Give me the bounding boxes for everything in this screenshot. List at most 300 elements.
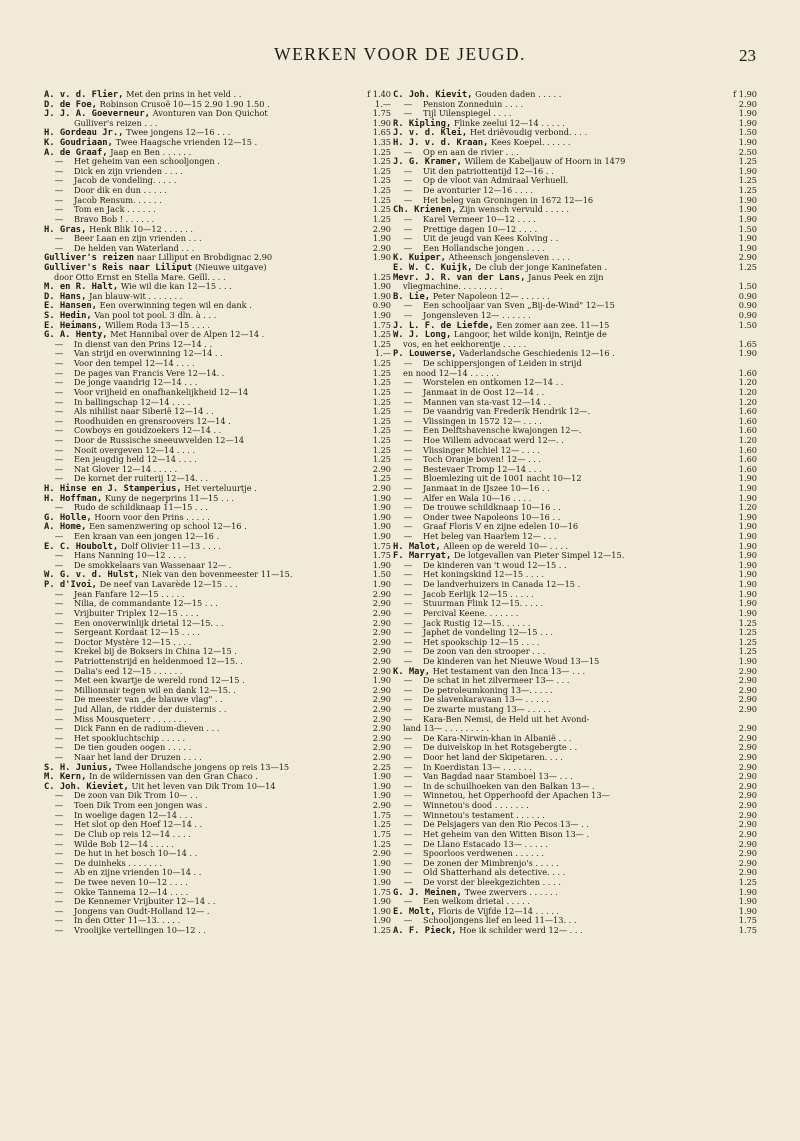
entry-price: 2.90 xyxy=(738,742,757,753)
entry-title: Het geheim van den Witten Bison 13— . xyxy=(423,828,590,839)
entry-price: 1.90 xyxy=(738,588,757,599)
entry-price: 2.90 xyxy=(738,867,757,878)
entry-price: 1.20 xyxy=(738,386,757,397)
entry-price: 2.90 xyxy=(738,857,757,868)
entry-title: Atheensch jongensleven . . . . xyxy=(448,252,570,263)
entry-title: De Pelsjagers van den Rio Pecos 13— . . xyxy=(423,819,590,830)
entry-title: Het verteluurtje . xyxy=(184,482,257,493)
entry-title: (Nieuwe uitgave) xyxy=(195,261,267,272)
entry-title: Het spookschip 12—15 . . . . xyxy=(423,636,540,647)
entry-title: Twee zwervers . . . . . . xyxy=(464,886,558,897)
entry-title: De tien gouden oogen . . . . . xyxy=(74,742,192,753)
entry-ditto-dash: — xyxy=(54,186,64,197)
entry-title: Uit het leven van Dik Trom 10—14 xyxy=(131,780,276,791)
entry-price: 2.90 xyxy=(738,828,757,839)
entry-price: 2.90 xyxy=(738,848,757,859)
entry-title: Karel Vermeer 10—12 . . . . xyxy=(423,213,536,224)
entry-title: Percival Keene. . . . . . . xyxy=(423,607,519,618)
entry-ditto-dash: — xyxy=(403,705,413,715)
entry-author: W. J. Long, xyxy=(393,330,452,341)
entry-author: C. Joh. Kievit, xyxy=(393,90,473,100)
entry-ditto-dash: — xyxy=(403,858,413,869)
entry-price: 1.25 xyxy=(372,434,391,445)
entry-title: De zoon van Dik Trom 10— . . xyxy=(74,790,198,801)
entry-price: 1.90 xyxy=(372,502,391,513)
entry-title: De zoon van den strooper . . . xyxy=(423,646,546,657)
entry-ditto-dash: — xyxy=(54,599,64,610)
entry-title: Prettige dagen 10—12 . . . . xyxy=(423,223,538,234)
entry-title: land 13— . . . . . . . . . xyxy=(403,723,490,734)
entry-ditto-dash: — xyxy=(54,464,64,475)
entry-author: C. Joh. Kieviet, xyxy=(44,781,129,792)
entry-title: Vrijbuiter Triplex 12—15 . . . . xyxy=(74,607,199,618)
entry-price: 2.90 xyxy=(372,627,391,638)
entry-ditto-dash: — xyxy=(403,695,413,706)
entry-price: 1.60 xyxy=(738,463,757,474)
entry-price: 1.90 xyxy=(738,579,757,590)
entry-title: Op en aan de rivier . . . xyxy=(423,146,519,157)
entry-ditto-dash: — xyxy=(403,801,413,812)
entry-title: Hoe ik schilder werd 12— . . . xyxy=(459,925,583,936)
entry-author: E. Heimans, xyxy=(44,320,103,331)
entry-price: 1.90 xyxy=(372,915,391,926)
entry-price: 1.50 xyxy=(372,569,391,580)
entry-ditto-dash: — xyxy=(403,455,413,466)
entry-title: Een samenzwering op school 12—16 . xyxy=(89,521,247,532)
entry-title: Bravo Bob ! . . . . . . xyxy=(74,213,155,224)
entry-title: Tijl Uilenspiegel . . . . xyxy=(423,108,512,119)
entry-title: Het testament van den Inca 13— . . . xyxy=(432,665,586,676)
entry-ditto-dash: — xyxy=(54,589,64,600)
entry-ditto-dash: — xyxy=(54,724,64,735)
entry-ditto-dash: — xyxy=(403,301,413,312)
catalog-entry xyxy=(393,244,757,254)
entry-title: Door het land der Skipetaren. . . . xyxy=(423,752,563,763)
entry-price: 1.25 xyxy=(738,185,757,196)
entry-title: Pension Zonneduin . . . . xyxy=(423,98,524,109)
entry-title: De duivelskop in het Rotsgebergte . . xyxy=(423,742,578,753)
entry-ditto-dash: — xyxy=(54,407,64,418)
entry-ditto-dash: — xyxy=(403,580,413,591)
entry-title: Peter Napoleon 12— . . . . . . xyxy=(432,290,550,301)
entry-title: Een Hollandsche jongen . . . . xyxy=(423,242,545,253)
entry-title: Een overwinning tegen wil en dank . xyxy=(99,300,252,311)
entry-title: De kinderen van het Nieuwe Woud 13—15 xyxy=(423,655,600,666)
entry-price: 1.25 xyxy=(738,627,757,638)
entry-ditto-dash: — xyxy=(403,214,413,225)
entry-price: 1.25 xyxy=(372,925,391,936)
entry-ditto-dash: — xyxy=(54,647,64,658)
entry-title: De lotgevallen van Pieter Simpel 12—15. xyxy=(453,550,625,561)
entry-price: 1.75 xyxy=(372,319,391,330)
entry-price: 1.90 xyxy=(372,857,391,868)
entry-title: De smokkelaars van Wassenaar 12— . xyxy=(74,559,232,570)
entry-price: 1.25 xyxy=(372,213,391,224)
entry-price: 1.25 xyxy=(738,636,757,647)
entry-title: Jan blauw-wit . . . . . . . xyxy=(89,290,183,301)
entry-price: 1.25 xyxy=(738,261,757,272)
entry-title: Miss Mousqueterr . . . . . . . xyxy=(74,713,187,724)
entry-price: 2.90 xyxy=(738,790,757,801)
entry-price: 2.90 xyxy=(372,617,391,628)
entry-ditto-dash: — xyxy=(403,445,413,456)
entry-title: Het spookluchtschip . . . . . xyxy=(74,732,186,743)
entry-price: 1.90 xyxy=(738,598,757,609)
entry-title: Nilia, de commandante 12—15 . . . xyxy=(74,598,218,609)
entry-title: Wilde Bob 12—14 . . . . . xyxy=(74,838,175,849)
entry-title: Onder twee Napoleons 10—16 . . xyxy=(423,511,561,522)
entry-ditto-dash: — xyxy=(54,810,64,821)
entry-ditto-dash: — xyxy=(403,781,413,792)
entry-title: Toch Oranje boven! 12— . . . xyxy=(423,454,542,465)
entry-price: 1.75 xyxy=(372,828,391,839)
entry-price: 1.90 xyxy=(738,204,757,215)
entry-title: De schippersjongen of Leiden in strijd xyxy=(423,358,582,369)
catalog-entry xyxy=(44,138,391,148)
entry-ditto-dash: — xyxy=(403,637,413,648)
entry-price: 2.90 xyxy=(738,694,757,705)
entry-author: K. Goudriaan, xyxy=(44,138,113,149)
entry-author: A. F. Pieck, xyxy=(393,926,457,937)
entry-ditto-dash: — xyxy=(403,753,413,764)
entry-ditto-dash: — xyxy=(403,378,413,389)
entry-title: Doctor Mystère 12—15 . . . . xyxy=(74,636,192,647)
entry-title: Bloemlezing uit de 1001 nacht 10—12 xyxy=(423,473,582,484)
entry-price: 1.60 xyxy=(738,406,757,417)
entry-ditto-dash: — xyxy=(403,387,413,398)
entry-author: A. v. d. Flier, xyxy=(44,90,124,100)
entry-title: Hans Nanning 10—12 . . . . xyxy=(74,550,187,561)
entry-price: 1.60 xyxy=(738,415,757,426)
entry-title: Vaderlandsche Geschiedenis 12—16 . xyxy=(459,348,615,359)
entry-price: 1.25 xyxy=(372,454,391,465)
entry-author: F. Marryat, xyxy=(393,551,452,562)
entry-price: 1.90 xyxy=(372,905,391,916)
entry-ditto-dash: — xyxy=(54,234,64,245)
entry-price: 1.75 xyxy=(372,540,391,551)
entry-price: 1.— xyxy=(375,98,391,109)
entry-author: H. Malot, xyxy=(393,541,441,552)
entry-ditto-dash: — xyxy=(54,743,64,754)
entry-price: 1.25 xyxy=(372,838,391,849)
entry-ditto-dash: — xyxy=(54,474,64,485)
entry-title: Jean Fanfare 12—15 . . . . . xyxy=(74,588,185,599)
entry-price: 1.75 xyxy=(738,915,757,926)
entry-title: Hoorn voor den Prins . . . . . xyxy=(94,511,210,522)
entry-ditto-dash: — xyxy=(403,224,413,235)
entry-title: Gulliver's reizen . . . xyxy=(74,117,158,128)
entry-price: f 1.90 xyxy=(733,89,757,99)
entry-title: Hoe Willem advocaat werd 12—. . xyxy=(423,434,564,445)
catalog-entry xyxy=(44,926,391,936)
entry-ditto-dash: — xyxy=(403,608,413,619)
entry-author: J. G. Kramer, xyxy=(393,157,462,168)
entry-ditto-dash: — xyxy=(403,868,413,879)
entry-price: 1.25 xyxy=(738,156,757,167)
entry-ditto-dash: — xyxy=(54,435,64,446)
entry-ditto-dash: — xyxy=(403,618,413,629)
entry-title: Een welkom drietal . . . . . xyxy=(423,896,530,907)
entry-price: 1.65 xyxy=(372,127,391,138)
entry-ditto-dash: — xyxy=(54,359,64,370)
entry-price: 0.90 xyxy=(738,310,757,321)
entry-ditto-dash: — xyxy=(403,359,413,370)
entry-title: Alfer en Wala 10—16 . . . . xyxy=(423,492,532,503)
entry-title: Dolf Olivier 11—13 . . . . xyxy=(120,540,222,551)
entry-author: H. Hinse en J. Stamperius, xyxy=(44,483,182,494)
entry-ditto-dash: — xyxy=(403,849,413,860)
entry-ditto-dash: — xyxy=(403,311,413,322)
entry-title: vliegmachine. . . . . . . . . xyxy=(403,281,503,292)
entry-price: 1.20 xyxy=(738,434,757,445)
entry-title: Patriottenstrijd en heldenmoed 12—15. . xyxy=(74,655,243,666)
entry-ditto-dash: — xyxy=(403,743,413,754)
entry-title: Worstelen en ontkomen 12—14 . . xyxy=(423,377,564,388)
entry-title: Vroolijke vertellingen 10—12 . . xyxy=(74,925,206,936)
entry-ditto-dash: — xyxy=(54,829,64,840)
entry-price: 1.90 xyxy=(738,521,757,532)
entry-title: Een kraan van een jongen 12—16 . xyxy=(74,531,220,542)
entry-title: De vaandrig van Frederik Hendrik 12—. xyxy=(423,406,591,417)
entry-title: Wie wil die kan 12—15 . . . xyxy=(120,281,232,292)
entry-ditto-dash: — xyxy=(54,705,64,715)
entry-price: 1.90 xyxy=(372,675,391,686)
entry-price: 1.90 xyxy=(372,896,391,907)
entry-author: H. Gras, xyxy=(44,224,87,235)
entry-title: Jacob de vondeling. . . . . xyxy=(74,175,177,186)
entry-author: E. C. Houbolt, xyxy=(44,541,119,552)
entry-ditto-dash: — xyxy=(403,195,413,206)
entry-ditto-dash: — xyxy=(54,214,64,225)
entry-title: De meester van „de blauwe vlag" . . xyxy=(74,694,223,705)
catalog-entry xyxy=(393,128,757,138)
entry-price: 1.90 xyxy=(372,876,391,887)
entry-price: 0.90 xyxy=(738,300,757,311)
entry-ditto-dash: — xyxy=(54,868,64,879)
entry-price: 1.25 xyxy=(372,185,391,196)
entry-ditto-dash: — xyxy=(54,897,64,908)
entry-ditto-dash: — xyxy=(403,714,413,725)
entry-price: 2.90 xyxy=(372,636,391,647)
catalog-entry xyxy=(393,196,757,206)
entry-price: 1.90 xyxy=(372,790,391,801)
entry-ditto-dash: — xyxy=(403,483,413,494)
entry-title: De duinheks . . . . . . . xyxy=(74,857,163,868)
entry-ditto-dash: — xyxy=(54,666,64,677)
entry-ditto-dash: — xyxy=(403,503,413,514)
entry-price: 1.90 xyxy=(372,531,391,542)
entry-price: 1.20 xyxy=(738,396,757,407)
entry-title: De landverhuizers in Canada 12—15 . xyxy=(423,579,581,590)
entry-price: 1.90 xyxy=(738,607,757,618)
entry-author: S. Hedin, xyxy=(44,311,92,322)
entry-price: 1.25 xyxy=(372,425,391,436)
entry-title: De twee neven 10—12 . . . . xyxy=(74,876,188,887)
entry-author: K. May, xyxy=(393,666,431,677)
entry-price: 1.90 xyxy=(738,482,757,493)
entry-author: G. A. Henty, xyxy=(44,330,108,341)
entry-author: R. Kipling, xyxy=(393,118,452,129)
entry-price: 2.90 xyxy=(372,732,391,743)
entry-title: Langoor, het wilde konijn, Reintje de xyxy=(453,329,607,340)
entry-price: 1.25 xyxy=(372,358,391,369)
entry-title: Jaap en Ben . . . . . . xyxy=(110,146,192,157)
entry-title: Nat Glover 12—14 . . . . . xyxy=(74,463,178,474)
entry-ditto-dash: — xyxy=(54,445,64,456)
entry-price: 2.90 xyxy=(738,732,757,743)
entry-price: 1.90 xyxy=(372,233,391,244)
entry-ditto-dash: — xyxy=(403,522,413,533)
entry-title: Een zomer aan zee. 11—15 xyxy=(496,319,610,330)
entry-ditto-dash: — xyxy=(403,186,413,197)
entry-ditto-dash: — xyxy=(403,877,413,888)
entry-title: naar Lilliput en Brobdignac 2.90 xyxy=(136,252,273,263)
entry-title: Jacob Rensum. . . . . . xyxy=(74,194,162,205)
entry-ditto-dash: — xyxy=(54,166,64,177)
entry-price: 2.90 xyxy=(372,482,391,493)
entry-author: A. Home, xyxy=(44,522,87,533)
entry-price: 2.90 xyxy=(372,704,391,714)
entry-ditto-dash: — xyxy=(54,560,64,571)
entry-author: M. en R. Halt, xyxy=(44,282,119,293)
entry-price: 2.90 xyxy=(372,646,391,657)
entry-ditto-dash: — xyxy=(54,387,64,398)
entry-price: 1.90 xyxy=(738,473,757,484)
entry-price: 1.25 xyxy=(372,386,391,397)
entry-ditto-dash: — xyxy=(403,234,413,245)
entry-price: 1.90 xyxy=(372,780,391,791)
entry-title: De club der jonge Kaninefaten . xyxy=(475,261,608,272)
entry-ditto-dash: — xyxy=(54,339,64,350)
entry-ditto-dash: — xyxy=(403,166,413,177)
entry-title: Door de Russische sneeuwvelden 12—14 xyxy=(74,434,245,445)
entry-price: 2.90 xyxy=(738,98,757,109)
entry-title: Graaf Floris V en zijne edelen 10—16 xyxy=(423,521,579,532)
entry-title: Robinson Crusoë 10—15 2.90 1.90 1.50 . xyxy=(99,98,270,109)
entry-ditto-dash: — xyxy=(403,109,413,120)
entry-ditto-dash: — xyxy=(403,599,413,610)
entry-ditto-dash: — xyxy=(403,791,413,802)
entry-ditto-dash: — xyxy=(54,503,64,514)
entry-title: Van pool tot pool. 3 dln. à . . . xyxy=(94,310,217,321)
entry-title: vos, en het eekhorentje . . . . . xyxy=(403,338,527,349)
left-column xyxy=(44,90,391,936)
entry-title: Floris de Vijfde 12—14 . . . . . xyxy=(438,905,560,916)
entry-price: 1.25 xyxy=(738,876,757,887)
entry-title: In Koerdistan 13— . . . . . . xyxy=(423,761,532,772)
entry-title: Kuny de negerprins 11—15 . . . xyxy=(104,492,234,503)
entry-author: G. J. Meinen, xyxy=(393,887,462,898)
entry-title: De slavenkaravaan 13— . . . . . xyxy=(423,694,549,705)
entry-title: Voor vrijheid en onafhankelijkheid 12—14 xyxy=(74,386,249,397)
entry-ditto-dash: — xyxy=(54,368,64,379)
entry-author: G. Holle, xyxy=(44,512,92,523)
entry-title: Het beleg van Haarlem 12— . . . xyxy=(423,531,557,542)
entry-title: Janus Peek en zijn xyxy=(528,271,604,282)
entry-price: 1.90 xyxy=(738,492,757,503)
entry-price: 1.90 xyxy=(372,579,391,590)
entry-ditto-dash: — xyxy=(403,474,413,485)
entry-author: Mevr. J. R. van der Lans, xyxy=(393,272,526,283)
entry-title: en nood 12—14 . . . . . . xyxy=(403,367,499,378)
entry-title: Millionnair tegen wil en dank 12—15. . xyxy=(74,684,236,695)
entry-price: 1.50 xyxy=(738,281,757,292)
entry-title: Avonturen van Don Quichot xyxy=(152,108,268,119)
entry-ditto-dash: — xyxy=(54,801,64,812)
entry-ditto-dash: — xyxy=(54,849,64,860)
entry-ditto-dash: — xyxy=(54,676,64,687)
entry-ditto-dash: — xyxy=(403,99,413,110)
entry-ditto-dash: — xyxy=(54,656,64,667)
entry-ditto-dash: — xyxy=(403,560,413,571)
entry-author: J. L. F. de Liefde, xyxy=(393,320,494,331)
page-title: WERKEN VOOR DE JEUGD. xyxy=(274,44,526,64)
entry-title: Met een kwartje de wereld rond 12—15 . xyxy=(74,675,245,686)
entry-price: 1.50 xyxy=(738,127,757,138)
entry-ditto-dash: — xyxy=(54,916,64,927)
entry-title: Het koningskind 12—15 . . . . xyxy=(423,569,544,580)
entry-price: 1.35 xyxy=(372,137,391,148)
entry-author: W. G. v. d. Hulst, xyxy=(44,570,140,581)
entry-price: 1.25 xyxy=(738,175,757,186)
entry-title: Twee Hollandsche jongens op reis 13—15 xyxy=(115,761,290,772)
entry-author: Gulliver's Reis naar Liliput xyxy=(44,262,193,273)
entry-price: 1.90 xyxy=(738,242,757,253)
catalog-entry xyxy=(393,878,757,888)
right-column xyxy=(393,90,757,936)
entry-author: K. Kuiper, xyxy=(393,253,446,264)
entry-title: Zijn wensch vervuld . . . . . xyxy=(459,204,569,215)
entry-title: Het geheim van een schooljongen . xyxy=(74,156,220,167)
entry-price: 1.90 xyxy=(738,886,757,897)
entry-title: Winnetou's testament . . . . . . xyxy=(423,809,545,820)
entry-ditto-dash: — xyxy=(403,810,413,821)
entry-ditto-dash: — xyxy=(403,416,413,427)
entry-title: De kornet der ruiterij 12—14. . . xyxy=(74,473,209,484)
entry-title: Spoorloos verdwenen . . . . . . xyxy=(423,848,545,859)
entry-title: De jonge vaandrig 12—14 . . . xyxy=(74,377,198,388)
entry-title: Jongens van Oudt-Holland 12— . xyxy=(74,905,210,916)
entry-title: Japhet de vondeling 12—15 . . . xyxy=(423,627,554,638)
entry-price: 1.25 xyxy=(372,271,391,282)
entry-title: Het slot op den Hoef 12—14 . . xyxy=(74,819,203,830)
entry-author: M. Kern, xyxy=(44,772,87,783)
entry-price: 1.90 xyxy=(372,511,391,522)
entry-ditto-dash: — xyxy=(54,378,64,389)
entry-ditto-dash: — xyxy=(54,839,64,850)
entry-author: H. Hoffman, xyxy=(44,493,103,504)
entry-title: De trouwe schildknaap 10—16 . . xyxy=(423,502,561,513)
entry-author: E. W. C. Kuijk, xyxy=(393,262,473,273)
entry-price: 1.90 xyxy=(738,550,757,561)
entry-title: De helden van Waterland . . . xyxy=(74,242,195,253)
entry-price: 1.90 xyxy=(738,655,757,666)
entry-ditto-dash: — xyxy=(54,176,64,187)
entry-price: 1.25 xyxy=(372,329,391,340)
entry-price: 1.25 xyxy=(372,194,391,205)
entry-title: Met den prins in het veld . . xyxy=(126,89,242,99)
entry-title: In den Otter 11—13. . . . . xyxy=(74,915,181,926)
entry-price: 2.90 xyxy=(738,675,757,686)
entry-title: Kees Koepel. . . . . . xyxy=(491,137,571,148)
entry-title: Het driëvoudig verbond. . . . xyxy=(469,127,588,138)
entry-title: Janmaat in de IJszee 10—16 . . xyxy=(423,482,550,493)
entry-title: Krekel bij de Boksers in China 12—15 . xyxy=(74,646,237,657)
entry-price: 1.90 xyxy=(372,559,391,570)
entry-ditto-dash: — xyxy=(54,349,64,360)
entry-title: Flinke zeelui 12—14 . . . . . xyxy=(453,117,565,128)
entry-price: 1.90 xyxy=(372,252,391,263)
